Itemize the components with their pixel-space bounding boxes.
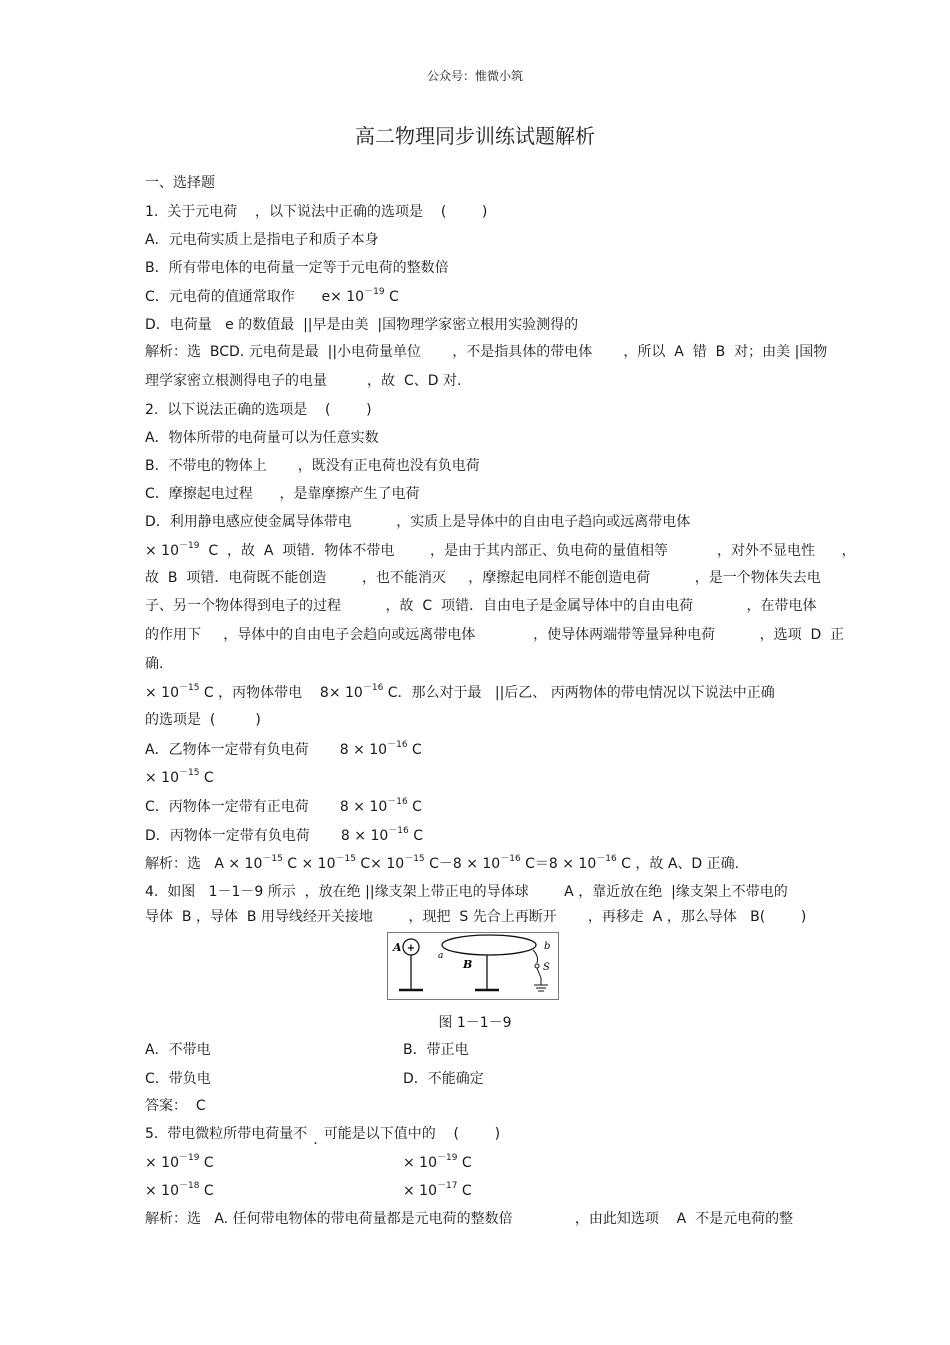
label-b-end: b — [544, 941, 551, 952]
q1-option-a: A．元电荷实质上是指电子和质子本身 — [145, 232, 379, 248]
q5-option-d: × $10^{-17}$ C — [403, 1181, 472, 1199]
q4-option-a: A．不带电 — [145, 1042, 211, 1058]
q1-analysis-1: 解析：选 BCD. 元电荷是最 ||小电荷量单位 ，不是指具体的带电体 ，所以 A 错 B 对；由美 |国物 — [145, 344, 828, 360]
q3-analysis: 解析：选 $A \times 10^{-15}$ $C \times 10^{-15}$ $C\times 10^{-15}$ $C-8 \times 10^{-16}$ $C=8 \times 10^{-16}$ C ，故 A、D 正确. — [145, 854, 740, 872]
label-a-end: a — [438, 951, 444, 961]
q5-analysis: 解析：选 A. 任何带电物体的带电荷量都是元电荷的整数倍 ，由此知选项 A 不是元电荷的整 — [145, 1211, 794, 1227]
q1-analysis-2: 理学家密立根测得电子的电量 ，故 C、D 对. — [145, 373, 462, 389]
q4-option-c: C．带负电 — [145, 1071, 211, 1087]
q2-analysis-1: × $10^{-19}$ C ，故 A 项错．物体不带电 ，是由于其内部正、负电荷的量值相等 ，对外不显电性 ， — [145, 541, 856, 559]
q2-option-b: B．不带电的物体上 ，既没有正电荷也没有负电荷 — [145, 458, 480, 474]
page-title: 高二物理同步训练试题解析 — [355, 124, 595, 148]
q4-stem-1: 4. 如图 1－1－9 所示 ，放在绝 ||缘支架上带正电的导体球 A ，靠近放在绝 |缘支架上不带电的 — [145, 884, 788, 900]
plus-charge-label: + — [406, 943, 416, 954]
q2-analysis-2: 故 B 项错．电荷既不能创造 ，也不能消灭 ，摩擦起电同样不能创造电荷 ，是一个物体失去电 — [145, 570, 821, 586]
label-A: A — [393, 941, 402, 954]
q2-analysis-4: 的作用下 ，导体中的自由电子会趋向或远离带电体 ，使导体两端带等量异种电荷 ，选项 D 正 — [145, 627, 845, 643]
q2-analysis-5: 确. — [145, 656, 164, 672]
q2-option-a: A．物体所带的电荷量可以为任意实数 — [145, 430, 379, 446]
figure-1-1-9 — [387, 932, 559, 1000]
q1-option-b: B．所有带电体的电荷量一定等于元电荷的整数倍 — [145, 260, 449, 276]
q5-option-c: × $10^{-18}$ C — [145, 1181, 214, 1199]
q3-option-b: × $10^{-15}$ C — [145, 768, 214, 786]
q2-analysis-3: 子、另一个物体得到电子的过程 ，故 C 项错．自由电子是金属导体中的自由电荷 ，在带电体 — [145, 598, 817, 614]
section-heading: 一、选择题 — [145, 175, 215, 191]
q3-stem-1: × $10^{-15}$ C ，丙物体带电 $8\times 10^{-16}$ C．那么对于最 ||后乙、 丙两物体的带电情况以下说法中正确 — [145, 683, 775, 701]
q1-stem: 1. 关于元电荷 ，以下说法中正确的选项是 ( ) — [145, 204, 488, 220]
label-B: B — [463, 958, 473, 971]
q4-stem-2: 导体 B ，导体 B 用导线经开关接地 ，现把 S 先合上再断开 ，再移走 A ，那么导体 B( ) — [145, 909, 807, 925]
q1-option-d: D．电荷量 e 的数值最 ||早是由美 |国物理学家密立根用实验测得的 — [145, 317, 579, 333]
q3-option-d: D．丙物体一定带有负电荷 $8 \times 10^{-16}$ C — [145, 826, 423, 844]
label-S: S — [543, 962, 550, 973]
q2-option-c: C．摩擦起电过程 ，是靠摩擦产生了电荷 — [145, 486, 420, 502]
q5-option-b: × $10^{-19}$ C — [403, 1153, 472, 1171]
q3-option-c: C．丙物体一定带有正电荷 $8 \times 10^{-16}$ C — [145, 797, 422, 815]
figure-caption: 图 1－1－9 — [438, 1015, 512, 1031]
q4-answer: 答案： C — [145, 1098, 206, 1114]
q2-stem: 2. 以下说法正确的选项是 ( ) — [145, 402, 372, 418]
q5-stem: 5. 带电微粒所带电荷量不 . 可能是以下值中的 ( ) — [145, 1126, 501, 1148]
q4-option-b: B．带正电 — [403, 1042, 469, 1058]
q4-option-d: D．不能确定 — [403, 1071, 484, 1087]
q3-option-a: A．乙物体一定带有负电荷 $8 \times 10^{-16}$ C — [145, 740, 422, 758]
q2-option-d: D．利用静电感应使金属导体带电 ，实质上是导体中的自由电子趋向或远离带电体 — [145, 514, 691, 530]
q1-option-c: C．元电荷的值通常取作 $e\times 10^{-19}$ C — [145, 287, 399, 305]
page-header: 公众号：惟微小筑 — [426, 69, 523, 83]
q5-option-a: × $10^{-19}$ C — [145, 1153, 214, 1171]
q3-stem-2: 的选项是 ( ) — [145, 712, 261, 728]
